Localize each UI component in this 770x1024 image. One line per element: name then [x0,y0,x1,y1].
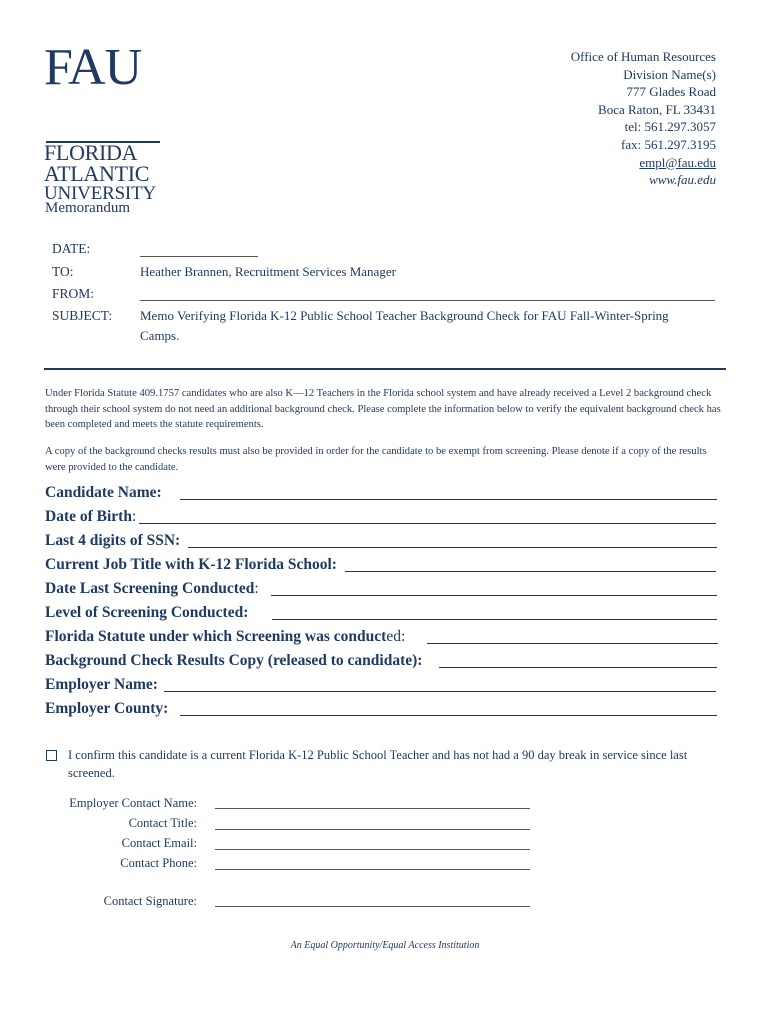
logo-line-florida: FLORIDA [44,140,138,165]
address-block [571,48,716,189]
from-label: FROM: [52,286,95,301]
dob-label: Date of Birth: [45,508,137,525]
contact-title-field[interactable] [215,829,530,830]
contact-signature-field[interactable] [215,906,530,907]
candidate-name-label: Candidate Name: [45,484,162,501]
to-value: Heather Brannen, Recruitment Services Manager [140,264,396,279]
contact-title-label: Contact Title: [128,816,197,830]
copy-field[interactable] [439,667,717,668]
ssn-label: Last 4 digits of SSN: [45,532,181,549]
employer-name-label: Employer Name: [45,676,158,693]
confirm-text: I confirm this candidate is a current Florida K-12 Public School Teacher and has not had a 90 day break in service since last screened. [68,748,688,780]
logo-wordmark: FAU [44,39,142,96]
copy-label: Background Check Results Copy (released to candidate): [45,652,423,669]
date-label: DATE: [52,241,91,256]
contact-email-field[interactable] [215,849,530,850]
date-screening-label: Date Last Screening Conducted: [45,580,259,597]
contact-phone-field[interactable] [215,869,530,870]
subject-line-1: Memo Verifying Florida K-12 Public School Teacher Background Check for FAU Fall-Winter-Spring [140,308,669,323]
statute-paragraph: Under Florida Statute 409.1757 candidates who are also K—12 Teachers in the Florida school system and have already received a Level 2 background check through their school system do not need an additional background check. Please complete the information below to verify the equivalent background check has been completed and meets the statute requirements. [45,388,721,430]
level-label: Level of Screening Conducted: [45,604,249,621]
contact-signature-label: Contact Signature: [103,894,197,908]
level-field[interactable] [272,619,717,620]
employer-county-field[interactable] [180,715,717,716]
statute-label: Florida Statute under which Screening was conducted: [45,628,406,645]
subject-line-2: Camps. [140,328,180,343]
contact-name-label: Employer Contact Name: [69,796,197,810]
candidate-name-field[interactable] [180,499,717,500]
footer-tagline: An Equal Opportunity/Equal Access Institution [290,940,480,951]
website: www.fau.edu [649,172,716,188]
telephone: tel: 561.297.3057 [624,119,716,135]
fau-logo [44,39,174,204]
copy-paragraph: A copy of the background checks results must also be provided in order for the candidate to be exempt from screening. Please denote if a copy of the results were provided to the candidate. [45,446,707,473]
to-label: TO: [52,264,74,279]
employer-county-label: Employer County: [45,700,169,717]
street-address: 777 Glades Road [626,84,716,100]
memo-title: Memorandum [45,200,130,216]
section-divider [44,368,726,370]
confirm-checkbox[interactable] [46,750,57,761]
logo-line-atlantic: ATLANTIC [44,161,150,186]
from-field[interactable] [140,300,715,301]
email-link[interactable]: empl@fau.edu [639,154,716,170]
logo-line-university: UNIVERSITY [44,183,156,204]
ssn-field[interactable] [188,547,717,548]
division-name: Division Name(s) [623,66,716,82]
city-address: Boca Raton, FL 33431 [598,101,716,117]
subject-label: SUBJECT: [52,308,113,323]
dob-field[interactable] [139,523,716,524]
contact-email-label: Contact Email: [121,836,197,850]
employer-name-field[interactable] [164,691,716,692]
contact-phone-label: Contact Phone: [120,856,197,870]
job-title-label: Current Job Title with K-12 Florida School: [45,556,337,573]
statute-field[interactable] [427,643,718,644]
office-name: Office of Human Resources [570,49,716,64]
date-screening-field[interactable] [271,595,717,596]
contact-name-field[interactable] [215,808,530,809]
fax: fax: 561.297.3195 [621,136,716,152]
date-field[interactable] [140,256,258,257]
job-title-field[interactable] [345,571,716,572]
